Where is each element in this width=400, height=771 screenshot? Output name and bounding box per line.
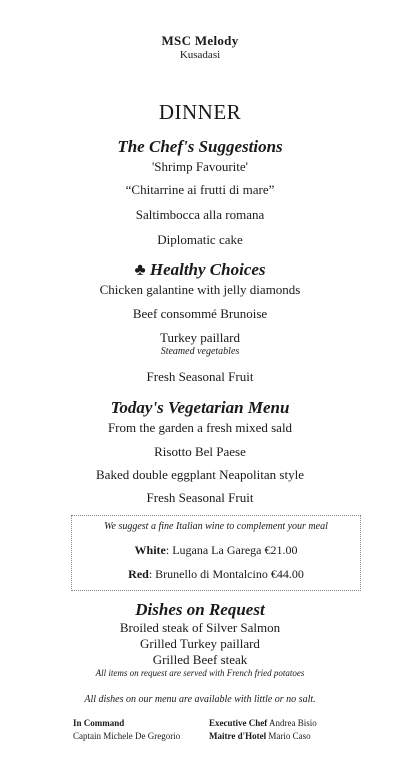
vegetarian-menu-title: Today's Vegetarian Menu [110,398,290,417]
meal-title: DINNER [158,100,242,124]
executive-chef [209,718,317,728]
menu-item: Grilled Turkey paillard [140,636,260,651]
executive-chef-label: Executive Chef [209,718,268,728]
menu-item: Diplomatic cake [157,232,243,247]
club-icon: ♣ [134,260,146,279]
menu-item: Risotto Bel Paese [154,444,246,459]
maitre-d-hotel [209,731,311,741]
port-name: Kusadasi [179,49,221,61]
menu-side-note: Steamed vegetables [160,346,240,357]
menu-item: 'Shrimp Favourite' [151,159,249,174]
menu-item: Chicken galantine with jelly diamonds [99,282,301,297]
healthy-choices-label: Healthy Choices [149,260,266,279]
healthy-choices-title [0,260,400,280]
menu-item: Beef consommé Brunoise [132,306,268,321]
wine-white [16,543,400,558]
salt-note: All dishes on our menu are available with little or no salt. [84,694,316,705]
wine-white-label: White [134,543,166,557]
menu-item: Saltimbocca alla romana [135,207,265,222]
menu-item: Fresh Seasonal Fruit [146,490,254,505]
wine-red-label: Red [128,567,149,581]
menu-item: Fresh Seasonal Fruit [146,369,254,384]
menu-item: Broiled steak of Silver Salmon [119,620,281,635]
wine-red [16,567,400,582]
ship-name: MSC Melody [161,33,239,48]
wine-suggestion-text: We suggest a fine Italian wine to complement your meal [104,521,328,532]
request-note: All items on request are served with French fried potatoes [95,668,305,678]
menu-item: Turkey paillard [159,330,241,345]
menu-item: Baked double eggplant Neapolitan style [96,467,304,482]
wine-white-value: : Lugana La Garega €21.00 [165,543,298,557]
chef-suggestions-title: The Chef's Suggestions [117,137,283,156]
captain-name: Captain Michele De Gregorio [73,731,181,741]
maitre-name: Mario Caso [266,731,311,741]
executive-chef-name: Andrea Bisio [267,718,317,728]
wine-red-value: : Brunello di Montalcino €44.00 [148,567,304,581]
in-command-label: In Command [73,718,125,728]
menu-item: Grilled Beef steak [152,652,248,667]
menu-item: “Chitarrine ai frutti di mare” [125,182,275,197]
dishes-on-request-title: Dishes on Request [135,600,265,619]
menu-item: From the garden a fresh mixed sald [107,420,293,435]
maitre-label: Maitre d'Hotel [209,731,267,741]
